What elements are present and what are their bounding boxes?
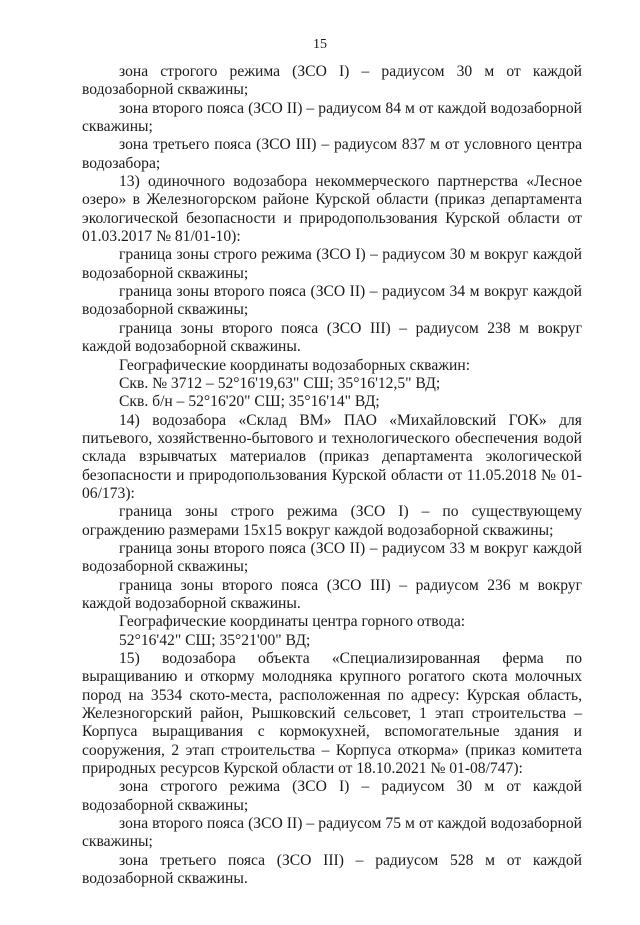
paragraph-zone-strict-14: граница зоны строго режима (ЗСО I) – по существующему ограждению размерами 15х15 вокруг каждой водозаборной скважины; (82, 503, 582, 539)
document-body (82, 63, 582, 888)
paragraph-item-13: 13) одиночного водозабора некоммерческого партнерства «Лесное озеро» в Железногорском районе Курской области (приказ департамента экологической безопасности и природопользования Курской области от 01.03.2017 № 81/01-10): (82, 173, 582, 246)
paragraph-zone-third-14: граница зоны второго пояса (ЗСО III) – радиусом 236 м вокруг каждой водозаборной скважины. (82, 576, 582, 612)
paragraph-coordinates-heading-13: Географические координаты водозаборных скважин: (119, 356, 471, 374)
paragraph-zone-third-1: зона третьего пояса (ЗСО III) – радиусом 837 м от условного центра водозабора; (82, 136, 582, 172)
paragraph-coordinates-heading-14: Географические координаты центра горного отвода: (119, 613, 466, 631)
paragraph-zone-strict-13: граница зоны строго режима (ЗСО I) – радиусом 30 м вокруг каждой водозаборной скважины; (82, 246, 582, 282)
paragraph-well-3712: Скв. № 3712 – 52°16'19,63" СШ; 35°16'12,5" ВД; (119, 374, 441, 392)
paragraph-well-unnumbered: Скв. б/н – 52°16'20" СШ; 35°16'14" ВД; (119, 393, 380, 411)
page-number: 15 (313, 37, 327, 52)
paragraph-zone-third-15: зона третьего пояса (ЗСО III) – радиусом 528 м от каждой водозаборной скважины. (82, 851, 582, 888)
paragraph-mining-center-coordinates: 52°16'42" СШ; 35°21'00" ВД; (119, 631, 311, 649)
paragraph-zone-second-1: зона второго пояса (ЗСО II) – радиусом 84 м от каждой водозаборной скважины; (82, 99, 582, 136)
paragraph-zone-third-13: граница зоны второго пояса (ЗСО III) – радиусом 238 м вокруг каждой водозаборной скважины. (82, 319, 582, 356)
paragraph-item-15: 15) водозабора объекта «Специализированная ферма по выращиванию и откорму молодняка крупного рогатого скота молочных пород на 3534 ското-места, расположенная по адресу: Курская область, Железногорский район, Рышковский сельсовет, 1 этап строительства – Корпуса выращивания с кормокухней, вспомогательные здания и сооружения, 2 этап строительства – Корпуса откорма» (приказ комитета природных ресурсов Курской области от 18.10.2021 № 01-08/747): (82, 650, 582, 778)
paragraph-zone-second-13: граница зоны второго пояса (ЗСО II) – радиусом 34 м вокруг каждой водозаборной скважины; (82, 283, 582, 319)
paragraph-zone-strict-1: зона строгого режима (ЗСО I) – радиусом 30 м от каждой водозаборной скважины; (82, 63, 582, 99)
paragraph-zone-second-14: граница зоны второго пояса (ЗСО II) – радиусом 33 м вокруг каждой водозаборной скважины; (82, 539, 582, 576)
paragraph-zone-strict-15: зона строгого режима (ЗСО I) – радиусом 30 м от каждой водозаборной скважины; (82, 778, 582, 814)
paragraph-item-14: 14) водозабора «Склад ВМ» ПАО «Михайловский ГОК» для питьевого, хозяйственно-бытового и технологического обеспечения водой склада взрывчатых материалов (приказ департамента экологической безопасности и природопользования Курской области от 11.05.2018 № 01-06/173): (82, 411, 582, 502)
paragraph-zone-second-15: зона второго пояса (ЗСО II) – радиусом 75 м от каждой водозаборной скважины; (82, 815, 582, 851)
